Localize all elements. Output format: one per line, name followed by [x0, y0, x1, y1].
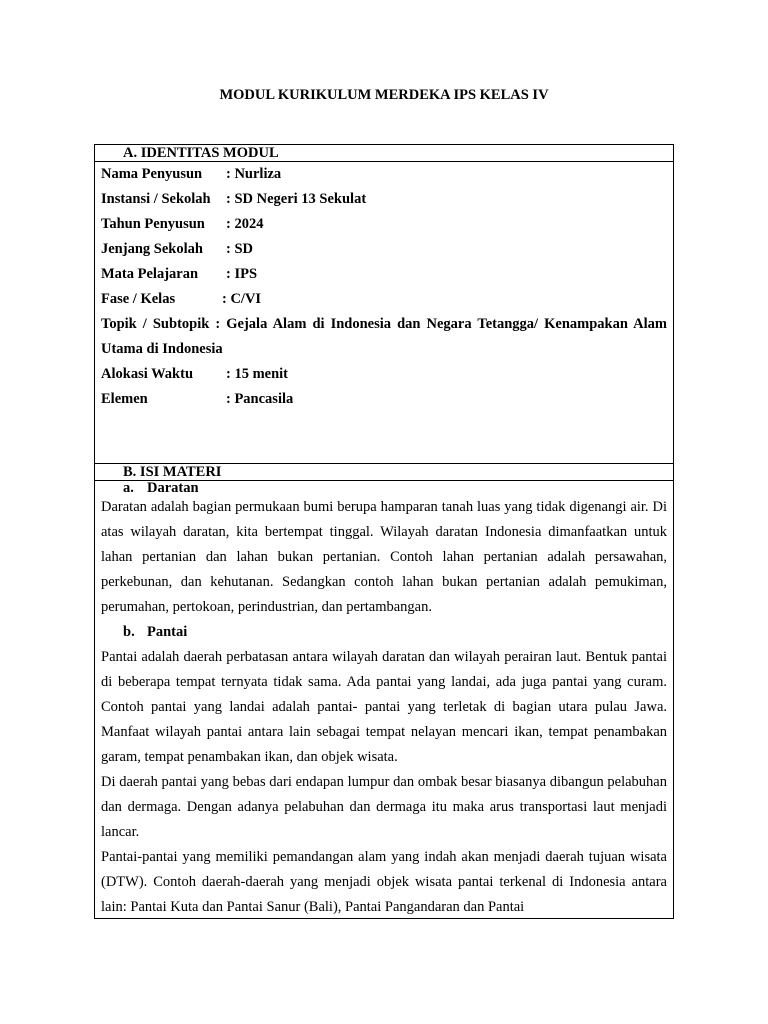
field-value: : 2024: [226, 216, 264, 232]
identitas-modul-box: [94, 144, 674, 464]
field-value: : Nurliza: [226, 166, 282, 182]
subheading-letter: b.: [123, 624, 135, 640]
subheading-daratan: [95, 481, 673, 495]
field-value: : IPS: [226, 266, 258, 282]
field-alokasi-waktu: [101, 362, 667, 387]
identitas-fields: [95, 162, 673, 412]
field-label: Mata Pelajaran: [101, 266, 199, 282]
field-label: Instansi / Sekolah: [101, 191, 211, 207]
field-mata-pelajaran: [101, 262, 667, 287]
subheading-title: Daratan: [147, 480, 199, 496]
field-tahun-penyusun: [101, 212, 667, 237]
field-topik-subtopik: [101, 312, 667, 362]
field-elemen: [101, 387, 667, 412]
field-label: Nama Penyusun: [101, 166, 203, 182]
field-label: Jenjang Sekolah: [101, 241, 203, 257]
field-fase-kelas: [101, 287, 667, 312]
field-nama-penyusun: [101, 162, 667, 187]
field-label: Tahun Penyusun: [101, 216, 205, 232]
subheading-letter: a.: [123, 480, 134, 496]
daratan-paragraph: Daratan adalah bagian permukaan bumi berupa hamparan tanah luas yang tidak digenangi air. Di atas wilayah daratan, kita bertempat tinggal. Wilayah daratan Indonesia dimanfaatkan untuk lahan pertanian dan lahan bukan pertanian. Contoh lahan pertanian adalah persawahan, perkebunan, dan kehutanan. Sedangkan contoh lahan bukan pertanian adalah pemukiman, perumahan, pertokoan, perindustrian, dan pertambangan.: [101, 499, 667, 615]
isi-materi-box: [94, 463, 674, 919]
subheading-pantai: [95, 620, 673, 645]
pantai-paragraph-1: Pantai adalah daerah perbatasan antara wilayah daratan dan wilayah perairan laut. Bentuk pantai di beberapa tempat ternyata tidak sama. Ada pantai yang landai, ada juga pantai yang curam. Contoh pantai yang landai adalah pantai- pantai yang terletak di bagian utara pulau Jawa. Manfaat wilayah pantai antara lain sebagai tempat nelayan mencari ikan, tempat penambakan garam, tempat penambakan ikan, dan objek wisata.: [101, 649, 667, 765]
pantai-paragraph-3: Pantai-pantai yang memiliki pemandangan alam yang indah akan menjadi daerah tujuan wisata (DTW). Contoh daerah-daerah yang menjadi objek wisata pantai terkenal di Indonesia antara lain: Pantai Kuta dan Pantai Sanur (Bali), Pantai Pangandaran dan Pantai: [101, 849, 667, 915]
field-value: : 15 menit: [226, 366, 289, 382]
section-b-heading: B. ISI MATERI: [95, 464, 673, 481]
field-value: : Pancasila: [226, 391, 294, 407]
field-value: : SD Negeri 13 Sekulat: [226, 191, 367, 207]
section-a-heading: A. IDENTITAS MODUL: [95, 145, 673, 162]
field-label: Topik / Subtopik: [101, 316, 210, 332]
field-label: Elemen: [101, 391, 148, 407]
field-value: : Gejala Alam di Indonesia dan Negara Tetangga/ Kenampakan Alam Utama di Indonesia: [101, 316, 668, 357]
field-label: Fase / Kelas: [101, 291, 176, 307]
subheading-title: Pantai: [147, 624, 188, 640]
pantai-content: [95, 645, 673, 920]
field-instansi-sekolah: [101, 187, 667, 212]
field-value: : C/VI: [222, 291, 262, 307]
field-jenjang-sekolah: [101, 237, 667, 262]
field-label: Alokasi Waktu: [101, 366, 194, 382]
field-value: : SD: [226, 241, 253, 257]
document-title: MODUL KURIKULUM MERDEKA IPS KELAS IV: [219, 87, 549, 103]
isi-materi-content: [95, 495, 673, 620]
pantai-paragraph-2: Di daerah pantai yang bebas dari endapan lumpur dan ombak besar biasanya dibangun pelabuhan dan dermaga. Dengan adanya pelabuhan dan dermaga itu maka arus transportasi laut menjadi lancar.: [101, 774, 667, 840]
